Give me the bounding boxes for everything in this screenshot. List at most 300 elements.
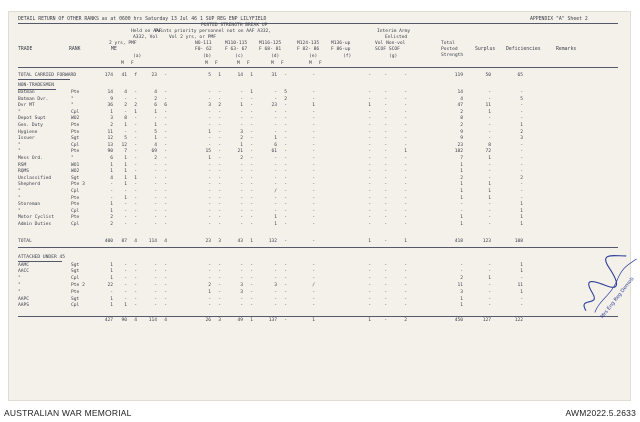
row-value: - bbox=[134, 162, 137, 168]
row-value: - bbox=[164, 123, 167, 128]
row-rank: Cpl bbox=[71, 276, 80, 282]
row-value: - bbox=[312, 96, 315, 102]
row-value: - bbox=[218, 189, 221, 194]
row-value: - bbox=[274, 116, 277, 122]
row-value: - bbox=[368, 116, 371, 122]
row-value: - bbox=[134, 156, 137, 161]
row-value: - bbox=[208, 195, 211, 201]
row-value: - bbox=[284, 109, 287, 115]
row-value: 2 bbox=[460, 123, 463, 128]
row-value: - bbox=[284, 149, 287, 155]
row-rank: " bbox=[71, 156, 74, 161]
row-value: 2 bbox=[154, 96, 157, 102]
row-value: - bbox=[124, 109, 127, 115]
row-value: - bbox=[368, 73, 371, 78]
row-trade: Batman bbox=[18, 90, 35, 95]
row-value: 36 bbox=[107, 103, 113, 109]
row-value: - bbox=[250, 149, 253, 155]
document-title: DETAIL RETURN OF OTHER RANKS as at 0600 hrs Saturday 13 Jul 46 1 SUP REG ENP LILYFIELD bbox=[18, 17, 267, 22]
row-value: - bbox=[208, 303, 211, 309]
section-label: ATTACHED UNDER 45 bbox=[18, 254, 66, 260]
row-value: - bbox=[404, 169, 407, 175]
range-3: M116-125 bbox=[259, 41, 282, 46]
row-value: 4 bbox=[134, 238, 137, 244]
row-value: - bbox=[154, 289, 157, 295]
row-rank: Cpl bbox=[71, 208, 80, 214]
row-value: - bbox=[164, 156, 167, 161]
row-rank: Pte bbox=[71, 202, 80, 208]
row-value: - bbox=[164, 289, 167, 295]
row-value: - bbox=[274, 90, 277, 95]
row-value: - bbox=[368, 208, 371, 214]
appendix-label: APPENDIX "A" Sheet 2 bbox=[530, 17, 588, 22]
row-value: - bbox=[368, 175, 371, 181]
row-trade: TOTAL bbox=[18, 238, 32, 244]
row-value: - bbox=[134, 222, 137, 227]
row-value: - bbox=[488, 269, 491, 275]
row-value: 3 bbox=[240, 289, 243, 295]
row-value: 1 bbox=[274, 215, 277, 221]
row-value: - bbox=[250, 116, 253, 122]
row-value: - bbox=[218, 136, 221, 142]
row-value: - bbox=[312, 189, 315, 194]
row-value: - bbox=[312, 129, 315, 135]
row-value: - bbox=[124, 276, 127, 282]
table-row bbox=[9, 90, 630, 95]
row-value: - bbox=[312, 73, 315, 78]
row-value: 2 bbox=[520, 175, 523, 181]
mf-label: F bbox=[131, 61, 134, 66]
row-value: - bbox=[488, 262, 491, 268]
row-value: 1 bbox=[368, 103, 371, 109]
row-value: - bbox=[164, 269, 167, 275]
table-row bbox=[9, 136, 630, 141]
row-value: 49 bbox=[237, 318, 243, 324]
col-trade: TRADE bbox=[18, 47, 33, 52]
row-value: 1 bbox=[110, 262, 113, 268]
table-row bbox=[9, 176, 630, 181]
row-value: - bbox=[124, 202, 127, 208]
row-value: 4 bbox=[134, 318, 137, 324]
row-value: - bbox=[218, 283, 221, 288]
grand-total-row bbox=[9, 318, 630, 323]
row-value: - bbox=[404, 142, 407, 148]
row-value: - bbox=[218, 195, 221, 201]
row-value: - bbox=[164, 276, 167, 282]
row-value: - bbox=[218, 262, 221, 268]
row-value: - bbox=[384, 162, 387, 168]
row-value: - bbox=[384, 318, 387, 324]
row-value: - bbox=[384, 208, 387, 214]
row-value: - bbox=[312, 109, 315, 115]
row-value: - bbox=[404, 208, 407, 214]
table-row bbox=[9, 103, 630, 108]
stamp-text: Mrs Eng Reg Demob bbox=[599, 276, 636, 320]
row-value: - bbox=[154, 162, 157, 168]
row-value: 72 bbox=[485, 149, 491, 155]
row-value: - bbox=[312, 238, 315, 244]
row-value: - bbox=[218, 149, 221, 155]
row-value: - bbox=[284, 136, 287, 142]
row-value: - bbox=[274, 129, 277, 135]
table-row bbox=[9, 123, 630, 128]
row-value: 23 bbox=[271, 103, 277, 109]
row-trade: Motor Cyclist bbox=[18, 215, 54, 221]
row-value: - bbox=[124, 269, 127, 275]
row-value: - bbox=[312, 175, 315, 181]
row-value: 1 bbox=[218, 73, 221, 78]
row-value: 122 bbox=[514, 318, 523, 324]
row-value: 3 bbox=[218, 318, 221, 324]
row-value: 114 bbox=[148, 238, 157, 244]
row-value: - bbox=[250, 215, 253, 221]
row-value: 137 bbox=[268, 318, 277, 324]
row-value: - bbox=[488, 283, 491, 288]
row-value: - bbox=[208, 136, 211, 142]
row-value: - bbox=[164, 222, 167, 227]
row-rank: Cpl bbox=[71, 142, 80, 148]
row-value: - bbox=[164, 90, 167, 95]
row-value: - bbox=[368, 269, 371, 275]
row-value: 1 bbox=[110, 269, 113, 275]
row-value: - bbox=[240, 116, 243, 122]
row-value: - bbox=[164, 96, 167, 102]
row-trade: " bbox=[18, 276, 21, 282]
range-8: F 68- 81 bbox=[259, 47, 282, 52]
row-value: 1 bbox=[124, 195, 127, 201]
row-trade: " bbox=[18, 289, 21, 295]
row-value: / bbox=[312, 283, 315, 288]
row-value: 4 bbox=[164, 238, 167, 244]
row-value: - bbox=[488, 208, 491, 214]
row-value: 2 bbox=[520, 129, 523, 135]
row-rank: WO2 bbox=[71, 169, 80, 175]
row-value: 43 bbox=[237, 238, 243, 244]
row-trade: AAPC bbox=[18, 296, 30, 302]
row-value: - bbox=[134, 189, 137, 194]
row-value: - bbox=[218, 289, 221, 295]
row-value: - bbox=[208, 296, 211, 302]
row-value: - bbox=[154, 296, 157, 302]
row-value: - bbox=[368, 296, 371, 302]
row-value: - bbox=[284, 189, 287, 194]
total-row bbox=[9, 239, 630, 244]
row-value: - bbox=[284, 318, 287, 324]
mf-label: M bbox=[309, 61, 312, 66]
row-rank: Cpl bbox=[71, 189, 80, 194]
row-value: 450 bbox=[454, 318, 463, 324]
row-value: - bbox=[284, 296, 287, 302]
row-value: - bbox=[240, 215, 243, 221]
held-sub2: 2 yrs, PMF bbox=[109, 41, 137, 46]
row-value: - bbox=[218, 276, 221, 282]
row-value: 14 bbox=[457, 90, 463, 95]
row-value: - bbox=[404, 283, 407, 288]
row-value: - bbox=[368, 215, 371, 221]
row-value: 3 bbox=[520, 136, 523, 142]
row-value: - bbox=[404, 96, 407, 102]
row-value: 1 bbox=[520, 202, 523, 208]
row-value: - bbox=[218, 215, 221, 221]
row-value: - bbox=[250, 109, 253, 115]
row-value: 15 bbox=[205, 149, 211, 155]
row-value: - bbox=[124, 208, 127, 214]
row-value: - bbox=[284, 289, 287, 295]
rule bbox=[18, 247, 618, 248]
row-value: - bbox=[384, 283, 387, 288]
row-value: - bbox=[208, 162, 211, 168]
row-value: - bbox=[250, 103, 253, 109]
row-value: 4 bbox=[110, 175, 113, 181]
row-value: - bbox=[274, 303, 277, 309]
row-value: - bbox=[250, 269, 253, 275]
row-value: - bbox=[250, 202, 253, 208]
row-value: - bbox=[154, 189, 157, 194]
mf-label: M bbox=[237, 61, 240, 66]
row-value: - bbox=[368, 136, 371, 142]
row-value: 2 bbox=[284, 96, 287, 102]
row-rank: " bbox=[71, 103, 74, 109]
row-value: - bbox=[404, 189, 407, 194]
row-value: 2 bbox=[460, 109, 463, 115]
row-value: 5 bbox=[520, 96, 523, 102]
table-row bbox=[9, 130, 630, 135]
row-value: - bbox=[384, 289, 387, 295]
row-value: - bbox=[240, 123, 243, 128]
row-value: - bbox=[250, 129, 253, 135]
letter-b: (b) bbox=[203, 54, 212, 59]
row-value: 1 bbox=[154, 109, 157, 115]
row-value: - bbox=[384, 149, 387, 155]
row-value: - bbox=[134, 283, 137, 288]
row-value: 26 bbox=[205, 318, 211, 324]
row-value: - bbox=[164, 195, 167, 201]
row-value: - bbox=[274, 182, 277, 188]
row-value: - bbox=[368, 182, 371, 188]
row-value: - bbox=[240, 296, 243, 302]
row-value: - bbox=[520, 303, 523, 309]
row-trade: " bbox=[18, 142, 21, 148]
row-trade: " bbox=[18, 208, 21, 214]
table-row bbox=[9, 215, 630, 220]
row-value: - bbox=[250, 195, 253, 201]
row-value: - bbox=[250, 142, 253, 148]
row-value: - bbox=[134, 123, 137, 128]
row-trade: AAPS bbox=[18, 303, 30, 309]
row-rank: Pte 3 bbox=[71, 182, 85, 188]
row-value: - bbox=[284, 142, 287, 148]
interim-sub: Enlisted bbox=[385, 35, 408, 40]
row-value: 2 bbox=[110, 123, 113, 128]
row-value: - bbox=[520, 189, 523, 194]
row-value: - bbox=[284, 123, 287, 128]
row-value: 1 bbox=[404, 238, 407, 244]
row-rank: Pte bbox=[71, 195, 80, 201]
row-value: - bbox=[404, 195, 407, 201]
row-value: - bbox=[404, 215, 407, 221]
row-value: - bbox=[368, 289, 371, 295]
row-value: - bbox=[164, 116, 167, 122]
row-value: 41 bbox=[121, 73, 127, 78]
row-value: 1 bbox=[124, 175, 127, 181]
row-value: 127 bbox=[482, 318, 491, 324]
group-sub2: Vol 2 yrs, or PMF bbox=[169, 35, 217, 40]
table-row bbox=[9, 196, 630, 201]
row-value: - bbox=[110, 195, 113, 201]
row-value: - bbox=[164, 283, 167, 288]
row-value: - bbox=[250, 182, 253, 188]
row-value: 7 bbox=[124, 149, 127, 155]
row-value: - bbox=[460, 202, 463, 208]
mf-label: F bbox=[247, 61, 250, 66]
row-value: - bbox=[154, 215, 157, 221]
row-value: 1 bbox=[274, 136, 277, 142]
row-value: - bbox=[134, 182, 137, 188]
row-value: 2 bbox=[240, 136, 243, 142]
row-rank: Pte bbox=[71, 149, 80, 155]
row-value: - bbox=[284, 283, 287, 288]
row-value: - bbox=[284, 116, 287, 122]
row-value: - bbox=[218, 156, 221, 161]
row-value: 1 bbox=[488, 189, 491, 194]
row-value: 1 bbox=[250, 90, 253, 95]
row-rank: WO1 bbox=[71, 162, 80, 168]
row-value: 8 bbox=[488, 142, 491, 148]
row-value: - bbox=[110, 182, 113, 188]
row-value: - bbox=[250, 162, 253, 168]
row-value: - bbox=[488, 90, 491, 95]
row-value: - bbox=[368, 162, 371, 168]
row-value: - bbox=[488, 123, 491, 128]
row-value: - bbox=[368, 129, 371, 135]
row-value: 50 bbox=[485, 73, 491, 78]
row-value: - bbox=[134, 169, 137, 175]
row-value: 11 bbox=[485, 103, 491, 109]
row-value: - bbox=[124, 289, 127, 295]
row-rank: Pte bbox=[71, 129, 80, 135]
row-value: - bbox=[368, 276, 371, 282]
row-value: 2 bbox=[154, 156, 157, 161]
row-value: 1 bbox=[124, 156, 127, 161]
row-value: - bbox=[124, 296, 127, 302]
row-value: - bbox=[274, 169, 277, 175]
row-value: - bbox=[384, 103, 387, 109]
row-value: - bbox=[274, 175, 277, 181]
row-value: - bbox=[208, 208, 211, 214]
row-rank: Sgt bbox=[71, 175, 80, 181]
row-value: 5 bbox=[154, 129, 157, 135]
row-value: - bbox=[134, 149, 137, 155]
row-value: - bbox=[164, 215, 167, 221]
row-value: 3 bbox=[460, 289, 463, 295]
row-value: - bbox=[368, 90, 371, 95]
table-row bbox=[9, 202, 630, 207]
row-value: - bbox=[250, 96, 253, 102]
row-value: 1 bbox=[110, 208, 113, 214]
row-value: - bbox=[134, 215, 137, 221]
row-value: - bbox=[208, 175, 211, 181]
row-trade: Hygiene bbox=[18, 129, 38, 135]
row-rank: Sgt bbox=[71, 136, 80, 142]
row-value: 1 bbox=[110, 276, 113, 282]
row-value: - bbox=[488, 215, 491, 221]
row-value: 4 bbox=[154, 90, 157, 95]
row-value: - bbox=[218, 129, 221, 135]
row-value: - bbox=[208, 169, 211, 175]
row-value: - bbox=[250, 156, 253, 161]
row-value: - bbox=[404, 289, 407, 295]
row-value: - bbox=[154, 202, 157, 208]
row-value: - bbox=[240, 175, 243, 181]
row-value: 1 bbox=[312, 318, 315, 324]
row-value: - bbox=[240, 162, 243, 168]
row-value: - bbox=[274, 269, 277, 275]
row-rank: " bbox=[71, 96, 74, 102]
row-value: - bbox=[312, 276, 315, 282]
row-value: 1 bbox=[368, 238, 371, 244]
row-value: - bbox=[520, 156, 523, 161]
row-value: - bbox=[274, 195, 277, 201]
row-trade: " bbox=[18, 189, 21, 194]
row-value: - bbox=[404, 262, 407, 268]
row-value: 3 bbox=[218, 238, 221, 244]
row-value: - bbox=[208, 262, 211, 268]
row-value: - bbox=[154, 175, 157, 181]
row-value: - bbox=[404, 162, 407, 168]
row-value: - bbox=[250, 262, 253, 268]
row-value: - bbox=[384, 269, 387, 275]
row-value: - bbox=[312, 215, 315, 221]
row-value: - bbox=[164, 73, 167, 78]
row-value: - bbox=[164, 202, 167, 208]
row-value: - bbox=[368, 303, 371, 309]
row-value: - bbox=[154, 222, 157, 227]
row-value: - bbox=[250, 208, 253, 214]
row-value: 14 bbox=[237, 73, 243, 78]
row-value: - bbox=[164, 296, 167, 302]
row-value: 7 bbox=[460, 156, 463, 161]
row-value: 1 bbox=[110, 162, 113, 168]
row-value: - bbox=[250, 222, 253, 227]
row-value: 3 bbox=[110, 116, 113, 122]
row-value: - bbox=[404, 109, 407, 115]
row-value: - bbox=[218, 90, 221, 95]
row-value: 9 bbox=[460, 129, 463, 135]
row-value: - bbox=[218, 182, 221, 188]
row-value: 2 bbox=[218, 103, 221, 109]
row-value: 6 bbox=[274, 142, 277, 148]
row-value: 3 bbox=[240, 283, 243, 288]
row-value: 1 bbox=[240, 142, 243, 148]
row-value: 65 bbox=[517, 73, 523, 78]
row-value: - bbox=[164, 129, 167, 135]
row-value: 1 bbox=[312, 103, 315, 109]
table-row bbox=[9, 116, 630, 121]
row-value: - bbox=[404, 90, 407, 95]
row-value: - bbox=[218, 162, 221, 168]
row-value: - bbox=[384, 73, 387, 78]
row-value: - bbox=[154, 169, 157, 175]
row-value: 6 bbox=[164, 103, 167, 109]
row-value: 1 bbox=[110, 169, 113, 175]
row-value: 1 bbox=[154, 123, 157, 128]
table-row bbox=[9, 156, 630, 161]
row-value: - bbox=[368, 142, 371, 148]
row-value: - bbox=[154, 276, 157, 282]
row-value: - bbox=[284, 169, 287, 175]
row-trade: AACC bbox=[18, 269, 30, 275]
row-value: - bbox=[368, 169, 371, 175]
